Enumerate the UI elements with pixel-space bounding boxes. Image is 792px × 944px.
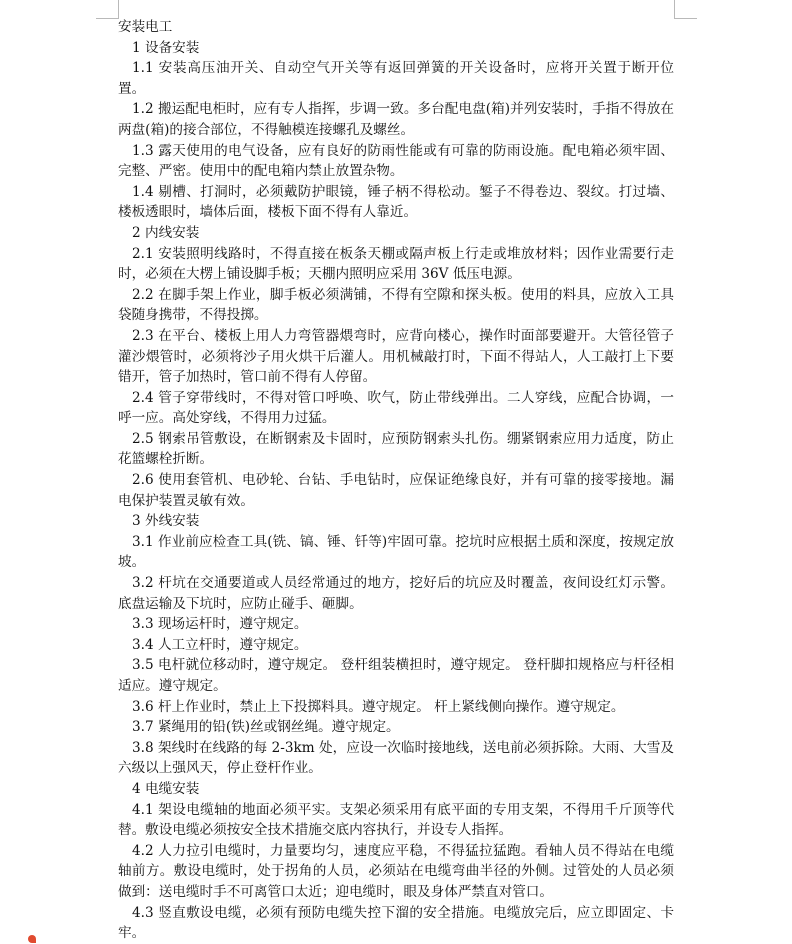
paragraph: 4.1 架设电缆轴的地面必须平实。支架必须采用有底平面的专用支架，不得用千斤顶等代替。敷设电缆必须按安全技术措施交底内容执行，并设专人指挥。 [118,801,674,839]
section-heading: 2 内线安装 [132,224,200,241]
paragraph: 2.4 管子穿带线时，不得对管口呼唤、吹气，防止带线弹出。二人穿线，应配合协调，一呼一应。高处穿线，不得用力过猛。 [118,389,674,427]
edge-marker-icon [28,935,36,943]
paragraph: 1.2 搬运配电柜时，应有专人指挥，步调一致。多台配电盘(箱)并列安装时，手指不得放在两盘(箱)的接合部位，不得触模连接螺孔及螺丝。 [118,101,674,138]
paragraph: 4.3 竖直敷设电缆，必须有预防电缆失控下溜的安全措施。电缆放完后，应立即固定、卡牢。 [118,904,674,942]
paragraph: 1.4 剔槽、打洞时，必须戴防护眼镜，锤子柄不得松动。錾子不得卷边、裂纹。打过墙、楼板透眼时，墙体后面，楼板下面不得有人靠近。 [118,183,674,221]
paragraph: 3.1 作业前应检查工具(铣、镐、锤、钎等)牢固可靠。挖坑时应根据土质和深度，按规定放坡。 [118,533,674,571]
section-heading: 4 电缆安装 [132,780,200,797]
section-heading: 1 设备安装 [132,39,200,56]
paragraph: 3.8 架线时在线路的每 2-3km 处，应设一次临时接地线，送电前必须拆除。大雨、大雪及六级以上强风天，停止登杆作业。 [118,739,674,777]
paragraph: 2.1 安装照明线路时，不得直接在板条天棚或隔声板上行走或堆放材料；因作业需要行走时，必须在大楞上铺设脚手板；天棚内照明应采用 36V 低压电源。 [118,245,674,283]
paragraph: 2.5 钢索吊管敷设，在断钢索及卡固时，应预防钢索头扎伤。绷紧钢索应用力适度，防止花篮螺栓折断。 [118,430,674,468]
page-corner-mark-top-right [674,0,697,19]
paragraph: 2.6 使用套管机、电砂轮、台钻、手电钻时，应保证绝缘良好，并有可靠的接零接地。漏电保护装置灵敏有效。 [118,472,674,509]
paragraph: 3.2 杆坑在交通要道或人员经常通过的地方，挖好后的坑应及时覆盖，夜间设红灯示警。底盘运输及下坑时，应防止碰手、砸脚。 [118,575,674,612]
paragraph: 1.3 露天使用的电气设备，应有良好的防雨性能或有可靠的防雨设施。配电箱必须牢固、完整、严密。使用中的配电箱内禁止放置杂物。 [118,142,674,180]
paragraph: 3.7 紧绳用的铅(铁)丝或钢丝绳。遵守规定。 [132,719,400,736]
document-title: 安装电工 [118,19,173,35]
paragraph: 3.6 杆上作业时，禁止上下投掷料具。遵守规定。 杆上紧线侧向操作。遵守规定。 [132,698,625,715]
paragraph: 2.3 在平台、楼板上用人力弯管器煨弯时，应背向楼心，操作时面部要避开。大管径管子灌沙煨管时，必须将沙子用火烘干后灌人。用机械敲打时，下面不得站人，人工敲打上下要错开，管子加热时，管口前不得有人停留。 [118,327,674,386]
paragraph: 3.3 现场运杆时，遵守规定。 [132,616,308,633]
paragraph: 4.2 人力拉引电缆时，力量要均匀，速度应平稳，不得猛拉猛跑。看轴人员不得站在电缆轴前方。敷设电缆时，处于拐角的人员，必须站在电缆弯曲半径的外侧。过管处的人员必须做到：送电缆时手不可离管口太近；迎电缆时，眼及身体严禁直对管口。 [118,842,674,900]
paragraph: 3.4 人工立杆时，遵守规定。 [132,636,308,653]
section-heading: 3 外线安装 [132,513,200,530]
document-body [118,17,674,944]
paragraph: 2.2 在脚手架上作业，脚手板必须满铺，不得有空隙和探头板。使用的料具，应放入工具袋随身携带，不得投掷。 [118,286,674,324]
paragraph: 3.5 电杆就位移动时，遵守规定。 登杆组装横担时，遵守规定。 登杆脚扣规格应与杆径相适应。遵守规定。 [118,657,674,694]
paragraph: 1.1 安装高压油开关、自动空气开关等有返回弹簧的开关设备时，应将开关置于断开位置。 [118,60,674,97]
page-corner-mark-top-left [96,0,119,19]
